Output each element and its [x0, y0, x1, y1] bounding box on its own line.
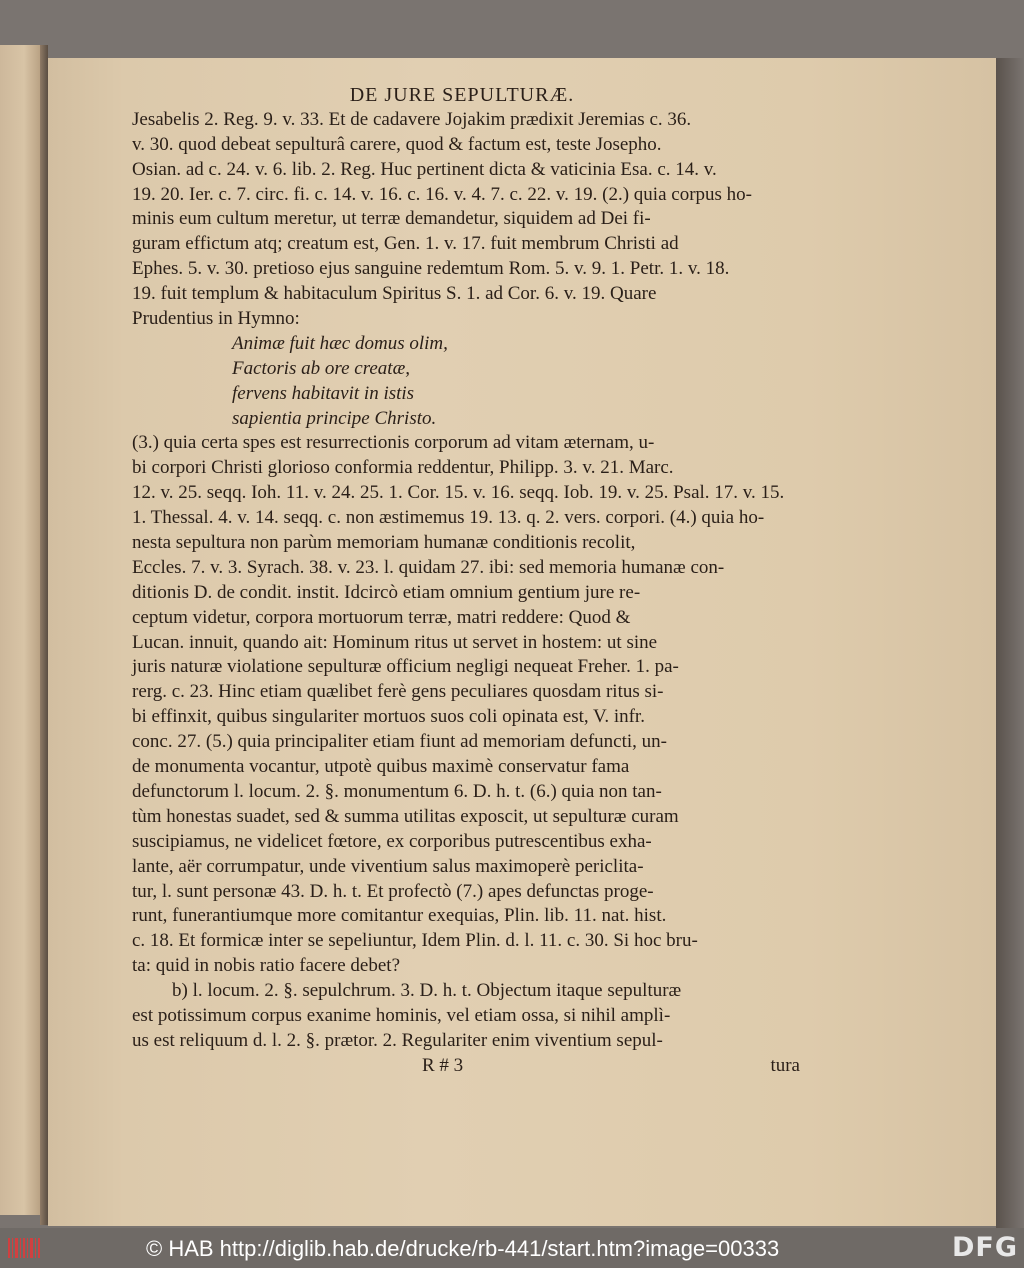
text-line: bi corpori Christi glorioso conformia reddentur, Philipp. 3. v. 21. Marc. — [132, 457, 674, 479]
text-line: Jesabelis 2. Reg. 9. v. 33. Et de cadavere Jojakim prædixit Jeremias c. 36. — [132, 108, 692, 130]
text-line: Osian. ad c. 24. v. 6. lib. 2. Reg. Huc pertinent dicta & vaticinia Esa. c. 14. v. — [132, 158, 717, 180]
text-line: 12. v. 25. seqq. Ioh. 11. v. 24. 25. 1. Cor. 15. v. 16. seqq. Iob. 19. v. 25. Psal. 17. v. 15. — [132, 482, 785, 504]
text-line: (3.) quia certa spes est resurrectionis corporum ad vitam æternam, u- — [132, 432, 655, 454]
text-line: suscipiamus, ne videlicet fœtore, ex corporibus putrescentibus exha- — [132, 830, 652, 852]
text-line: ditionis D. de condit. instit. Idcircò etiam omnium gentium jure re- — [132, 581, 641, 603]
text-line: de monumenta vocantur, utpotè quibus maximè conservatur fama — [132, 756, 630, 778]
text-line: defunctorum l. locum. 2. §. monumentum 6. D. h. t. (6.) quia non tan- — [132, 780, 662, 802]
text-line: Lucan. innuit, quando ait: Hominum ritus ut servet in hostem: ut sine — [132, 631, 658, 653]
text-line: c. 18. Et formicæ inter se sepeliuntur, Idem Plin. d. l. 11. c. 30. Si hoc bru- — [132, 930, 698, 952]
text-line: minis eum cultum meretur, ut terræ demandetur, siquidem ad Dei fi- — [132, 208, 651, 230]
signature-mark: R # 3 — [422, 1054, 464, 1076]
verse-line: sapientia principe Christo. — [232, 407, 437, 429]
text-line: nesta sepultura non parùm memoriam humanæ conditionis recolit, — [132, 532, 636, 554]
verse-line: Animæ fuit hæc domus olim, — [232, 332, 448, 354]
text-line: Eccles. 7. v. 3. Syrach. 38. v. 23. l. quidam 27. ibi: sed memoria humanæ con- — [132, 556, 725, 578]
text-line: Ephes. 5. v. 30. pretioso ejus sanguine redemtum Rom. 5. v. 9. 1. Petr. 1. v. 18. — [132, 258, 730, 280]
text-line: Prudentius in Hymno: — [132, 308, 300, 330]
footnote-line: b) l. locum. 2. §. sepulchrum. 3. D. h. t. Objectum itaque sepulturæ — [172, 980, 682, 1002]
text-line: tùm honestas suadet, sed & summa utilitas exposcit, ut sepulturæ curam — [132, 805, 679, 827]
footnote-line: est potissimum corpus exanime hominis, vel etiam ossa, si nihil amplì- — [132, 1004, 671, 1026]
signature-row — [132, 1054, 800, 1079]
book-spine — [40, 45, 48, 1225]
scanned-page — [48, 58, 996, 1226]
verse-line: Factoris ab ore creatæ, — [232, 357, 411, 379]
text-line: lante, aër corrumpatur, unde viventium salus maximoperè periclita- — [132, 855, 644, 877]
barcode-icon — [8, 1236, 40, 1260]
text-line: ceptum videtur, corpora mortuorum terræ, matri reddere: Quod & — [132, 606, 631, 628]
text-line: guram effictum atq; creatum est, Gen. 1. v. 17. fuit membrum Christi ad — [132, 233, 679, 255]
footer-bar — [0, 1228, 1024, 1268]
footnote-line: us est reliquum d. l. 2. §. prætor. 2. Regulariter enim viventium sepul- — [132, 1029, 663, 1051]
copyright-link[interactable]: © HAB http://diglib.hab.de/drucke/rb-441/start.htm?image=00333 — [146, 1236, 780, 1261]
text-line: ta: quid in nobis ratio facere debet? — [132, 955, 401, 977]
dfg-logo: DFG — [951, 1232, 1018, 1263]
text-line: rerg. c. 23. Hinc etiam quælibet ferè gens peculiares quosdam ritus si- — [132, 681, 664, 703]
text-line: bi effinxit, quibus singulariter mortuos suos coli opinata est, V. infr. — [132, 706, 645, 728]
left-page-edge — [0, 45, 40, 1215]
text-line: 19. 20. Ier. c. 7. circ. fi. c. 14. v. 16. c. 16. v. 4. 7. c. 22. v. 19. (2.) quia corpus ho- — [132, 183, 752, 205]
text-line: tur, l. sunt personæ 43. D. h. t. Et profectò (7.) apes defunctas proge- — [132, 880, 654, 902]
text-line: v. 30. quod debeat sepulturâ carere, quod & factum est, teste Josepho. — [132, 133, 662, 155]
catchword: tura — [770, 1054, 800, 1076]
verse-line: fervens habitavit in istis — [232, 382, 415, 404]
text-line: 19. fuit templum & habitaculum Spiritus S. 1. ad Cor. 6. v. 19. Quare — [132, 283, 657, 305]
text-line: 1. Thessal. 4. v. 14. seqq. c. non æstimemus 19. 13. q. 2. vers. corpori. (4.) quia ho- — [132, 507, 765, 529]
text-line: conc. 27. (5.) quia principaliter etiam fiunt ad memoriam defuncti, un- — [132, 731, 667, 753]
page-text — [132, 83, 800, 1079]
page-shadow — [996, 58, 1024, 1228]
running-header: DE JURE SEPULTURÆ. — [349, 84, 575, 106]
text-line: runt, funerantiumque more comitantur exequias, Plin. lib. 11. nat. hist. — [132, 905, 667, 927]
text-line: juris naturæ violatione sepulturæ officium negligi nequeat Freher. 1. pa- — [132, 656, 679, 678]
